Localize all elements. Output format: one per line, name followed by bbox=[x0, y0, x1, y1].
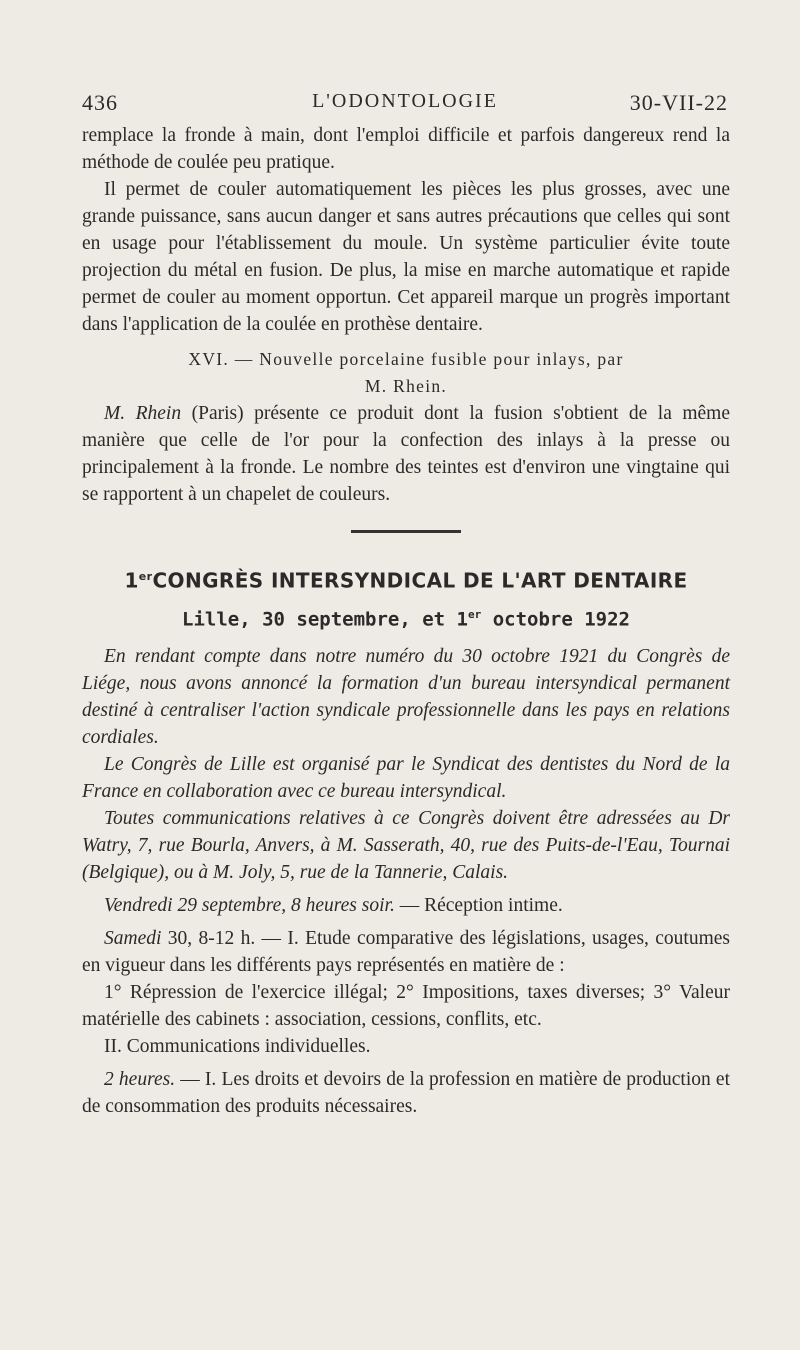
journal-title: L'ODONTOLOGIE bbox=[312, 90, 498, 112]
program-friday: Vendredi 29 septembre, 8 heures soir. — Réception intime. bbox=[104, 894, 563, 916]
congress-intro-1: En rendant compte dans notre numéro du 30 octobre 1921 du Congrès de Liége, nous avons annoncé la formation d'un bureau intersyndical permanent destiné à centraliser l'action syndicale professionnelle dans les pays en relations cordiales. bbox=[82, 645, 730, 748]
congress-subtitle: Lille, 30 septembre, et 1er octobre 1922 bbox=[182, 607, 630, 630]
author-name: M. Rhein bbox=[104, 403, 182, 424]
program-afternoon: 2 heures. — I. Les droits et devoirs de la profession en matière de production et de consommation des produits nécessaires. bbox=[82, 1068, 731, 1117]
paragraph-porcelain bbox=[82, 400, 730, 508]
paragraph-continuation: remplace la fronde à main, dont l'emploi difficile et parfois dangereux rend la méthode de coulée peu pratique. bbox=[82, 125, 730, 173]
program-item-2: II. Communications individuelles. bbox=[104, 1035, 371, 1057]
congress-title: 1erCONGRÈS INTERSYNDICAL DE L'ART DENTAIRE bbox=[124, 568, 688, 593]
section-divider bbox=[351, 530, 461, 533]
section-xvi-title-line2: M. Rhein. bbox=[364, 376, 448, 396]
porcelain-text: (Paris) présente ce produit dont la fusion s'obtient de la même manière que celle de l'or pour la confection des inlays à la presse ou principalement à la fronde. Le nombre des teintes est d'environ une vingtaine qui se rapportent à un chapelet de couleurs. bbox=[82, 403, 731, 505]
section-xvi-title-line1: XVI. — Nouvelle porcelaine fusible pour inlays, par bbox=[188, 349, 624, 369]
congress-intro-3: Toutes communications relatives à ce Congrès doivent être adressées au Dr Watry, 7, rue Bourla, Anvers, à M. Sasserath, 40, rue des Puits-de-l'Eau, Tournai (Belgique), ou à M. Joly, 5, rue de la Tannerie, Calais. bbox=[82, 807, 730, 883]
issue-date: 30-VII-22 bbox=[629, 90, 728, 115]
section-xvi-title bbox=[82, 346, 730, 400]
congress-intro-2: Le Congrès de Lille est organisé par le Syndicat des dentistes du Nord de la France en collaboration avec ce bureau intersyndical. bbox=[82, 753, 730, 802]
program-item-1: 1° Répression de l'exercice illégal; 2° Impositions, taxes diverses; 3° Valeur matérielle des cabinets : association, cessions, conflits, etc. bbox=[82, 981, 730, 1030]
paragraph-casting-device: Il permet de couler automatiquement les pièces les plus grosses, avec une grande puissance, sans aucun danger et sans autres précautions que celles qui sont en usage pour l'établissement du moule. Un système particulier évite toute projection du métal en fusion. De plus, la mise en marche automatique et rapide permet de couler au moment opportun. Cet appareil marque un progrès important dans l'application de la coulée en prothèse dentaire. bbox=[82, 179, 730, 335]
page-number: 436 bbox=[82, 90, 118, 115]
program-saturday: Samedi 30, 8-12 h. — I. Etude comparative des législations, usages, coutumes en vigueur dans les différents pays représentés en matière de : bbox=[82, 927, 730, 976]
page-body bbox=[82, 122, 730, 1120]
